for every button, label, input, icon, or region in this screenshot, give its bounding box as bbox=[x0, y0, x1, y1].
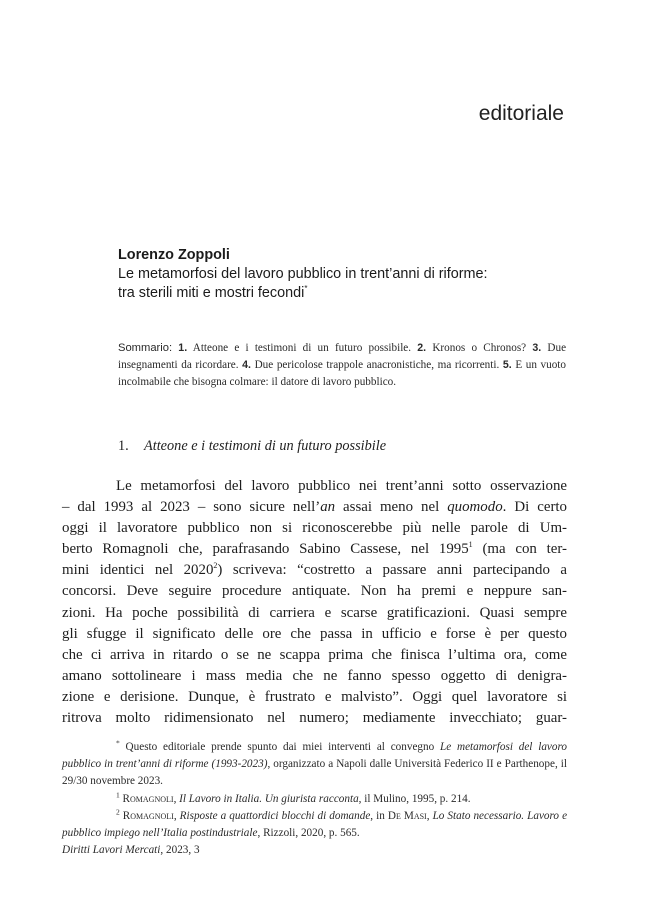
footnote-author: Romagnoli bbox=[119, 809, 174, 822]
footnote-text: , bbox=[173, 809, 180, 822]
footnote-text: , in bbox=[370, 809, 388, 822]
body-line: zione e derisione. Dunque, è frustrato e malvisto”. Oggi quel lavoratore si bbox=[62, 688, 567, 705]
body-line: che ci arriva in ritardo o se ne scappa prima che finisca l’ultima ora, come bbox=[62, 646, 567, 663]
body-line: Le metamorfosi del lavoro pubblico nei trent’anni sotto osservazione bbox=[116, 478, 567, 494]
article-title-line-1: Le metamorfosi del lavoro pubblico in trent’anni di riforme: bbox=[118, 266, 488, 282]
footnote-text: , il Mulino, 1995, p. 214. bbox=[358, 792, 471, 805]
footnote-author: De Masi bbox=[387, 809, 427, 822]
footnote-mark: 1 bbox=[116, 789, 120, 799]
footnote-1 bbox=[62, 791, 567, 808]
summary-label: Sommario: bbox=[118, 342, 173, 354]
body-line: oggi il lavoratore pubblico non si riconoscerebbe più nelle parole di Um- bbox=[62, 520, 567, 537]
body-italic-run: an bbox=[320, 499, 336, 516]
body-text bbox=[62, 476, 567, 729]
footnote-italic: Il Lavoro in Italia. Un giurista racconta bbox=[179, 792, 359, 805]
footnote-star bbox=[62, 739, 567, 791]
article-title-text: tra sterili miti e mostri fecondi bbox=[118, 285, 305, 301]
body-line bbox=[62, 497, 567, 518]
summary-item-number: 3. bbox=[532, 342, 542, 354]
body-line bbox=[62, 539, 567, 560]
body-line: zioni. Ha poche possibilità di carriera e scarse gratificazioni. Quasi sempre bbox=[62, 604, 567, 621]
footnote-mark: * bbox=[116, 738, 120, 748]
body-line: gli sfugge il significato delle ore che passa in ufficio e forse è per questo bbox=[62, 625, 567, 642]
body-text-run: berto Romagnoli che, parafrasando Sabino Cassese, nel 1995 bbox=[62, 541, 469, 558]
footnote-text: , Rizzoli, 2020, p. 565. bbox=[257, 827, 360, 840]
section-heading bbox=[118, 438, 578, 455]
footnote-text: , bbox=[426, 809, 433, 822]
footnote-2 bbox=[62, 808, 567, 842]
footnotes bbox=[62, 739, 567, 842]
summary-item: E un vuoto incolmabile che bisogna colmare: il datore di lavoro pubblico. bbox=[118, 359, 567, 388]
footnote-italic: Le metamorfosi del lavoro pubblico in trent’anni di riforme (1993-2023) bbox=[62, 741, 567, 771]
body-line: amano sottolineare i mass media che ne fanno spesso oggetto di denigra- bbox=[62, 667, 567, 684]
summary-item: Atteone e i testimoni di un futuro possibile. bbox=[192, 342, 412, 354]
summary-item: Due pericolose trappole anacronistiche, ma ricorrenti. bbox=[254, 359, 500, 371]
summary-item: Due insegnamenti da ricordare. bbox=[118, 342, 567, 371]
footnote-text: , organizzato a Napoli dalle Università Federico II e Parthenope, il 29/30 novembre 2023. bbox=[62, 758, 567, 788]
body-text-run: (ma con ter- bbox=[472, 541, 568, 558]
article-title-line-2 bbox=[118, 284, 578, 303]
footnote-ref[interactable]: 1 bbox=[468, 540, 473, 550]
body-text-run: . Di certo bbox=[502, 499, 567, 516]
summary-item-number: 5. bbox=[502, 359, 512, 371]
summary-item-number: 2. bbox=[417, 342, 427, 354]
section-title: Atteone e i testimoni di un futuro possibile bbox=[144, 438, 387, 454]
section-number: 1. bbox=[118, 438, 129, 454]
body-text-run: – dal 1993 al 2023 – sono sicure nell’ bbox=[62, 499, 321, 516]
journal-name: Diritti Lavori Mercati bbox=[62, 844, 161, 856]
article-header bbox=[118, 246, 578, 303]
summary-item-number: 1. bbox=[178, 342, 188, 354]
section-label: editoriale bbox=[478, 102, 564, 125]
body-text-run: ) scriveva: “costretto a passare anni partecipando a bbox=[217, 562, 567, 579]
body-italic-run: quomodo bbox=[447, 499, 503, 516]
footnote-italic: Risposte a quattordici blocchi di domande bbox=[179, 809, 371, 822]
footnote-author: Romagnoli bbox=[119, 792, 174, 805]
summary-item-number: 4. bbox=[242, 359, 251, 371]
title-footnote-mark: * bbox=[304, 284, 308, 294]
journal-issue: , 2023, 3 bbox=[160, 844, 200, 856]
footnote-italic: Lo Stato necessario. Lavoro e pubblico impiego nell’Italia postindustriale bbox=[62, 809, 568, 840]
footnote-ref[interactable]: 2 bbox=[213, 561, 218, 571]
body-line: ritrova molto ridimensionato nel numero; mediamente invecchiato; guar- bbox=[62, 710, 567, 727]
running-footer bbox=[62, 844, 200, 856]
footnote-mark: 2 bbox=[116, 807, 120, 817]
body-text-run: assai meno nel bbox=[335, 499, 448, 516]
summary bbox=[118, 340, 566, 391]
footnote-text: Questo editoriale prende spunto dai miei interventi al convegno bbox=[119, 741, 440, 753]
author-name: Lorenzo Zoppoli bbox=[118, 247, 230, 263]
summary-item: Kronos o Chronos? bbox=[432, 342, 527, 354]
body-line bbox=[62, 560, 567, 581]
body-line: concorsi. Deve seguire procedure antiquate. Non ha premi e neppure san- bbox=[62, 583, 567, 600]
body-text-run: mini identici nel 2020 bbox=[62, 562, 214, 579]
footnote-text: , bbox=[173, 792, 180, 805]
